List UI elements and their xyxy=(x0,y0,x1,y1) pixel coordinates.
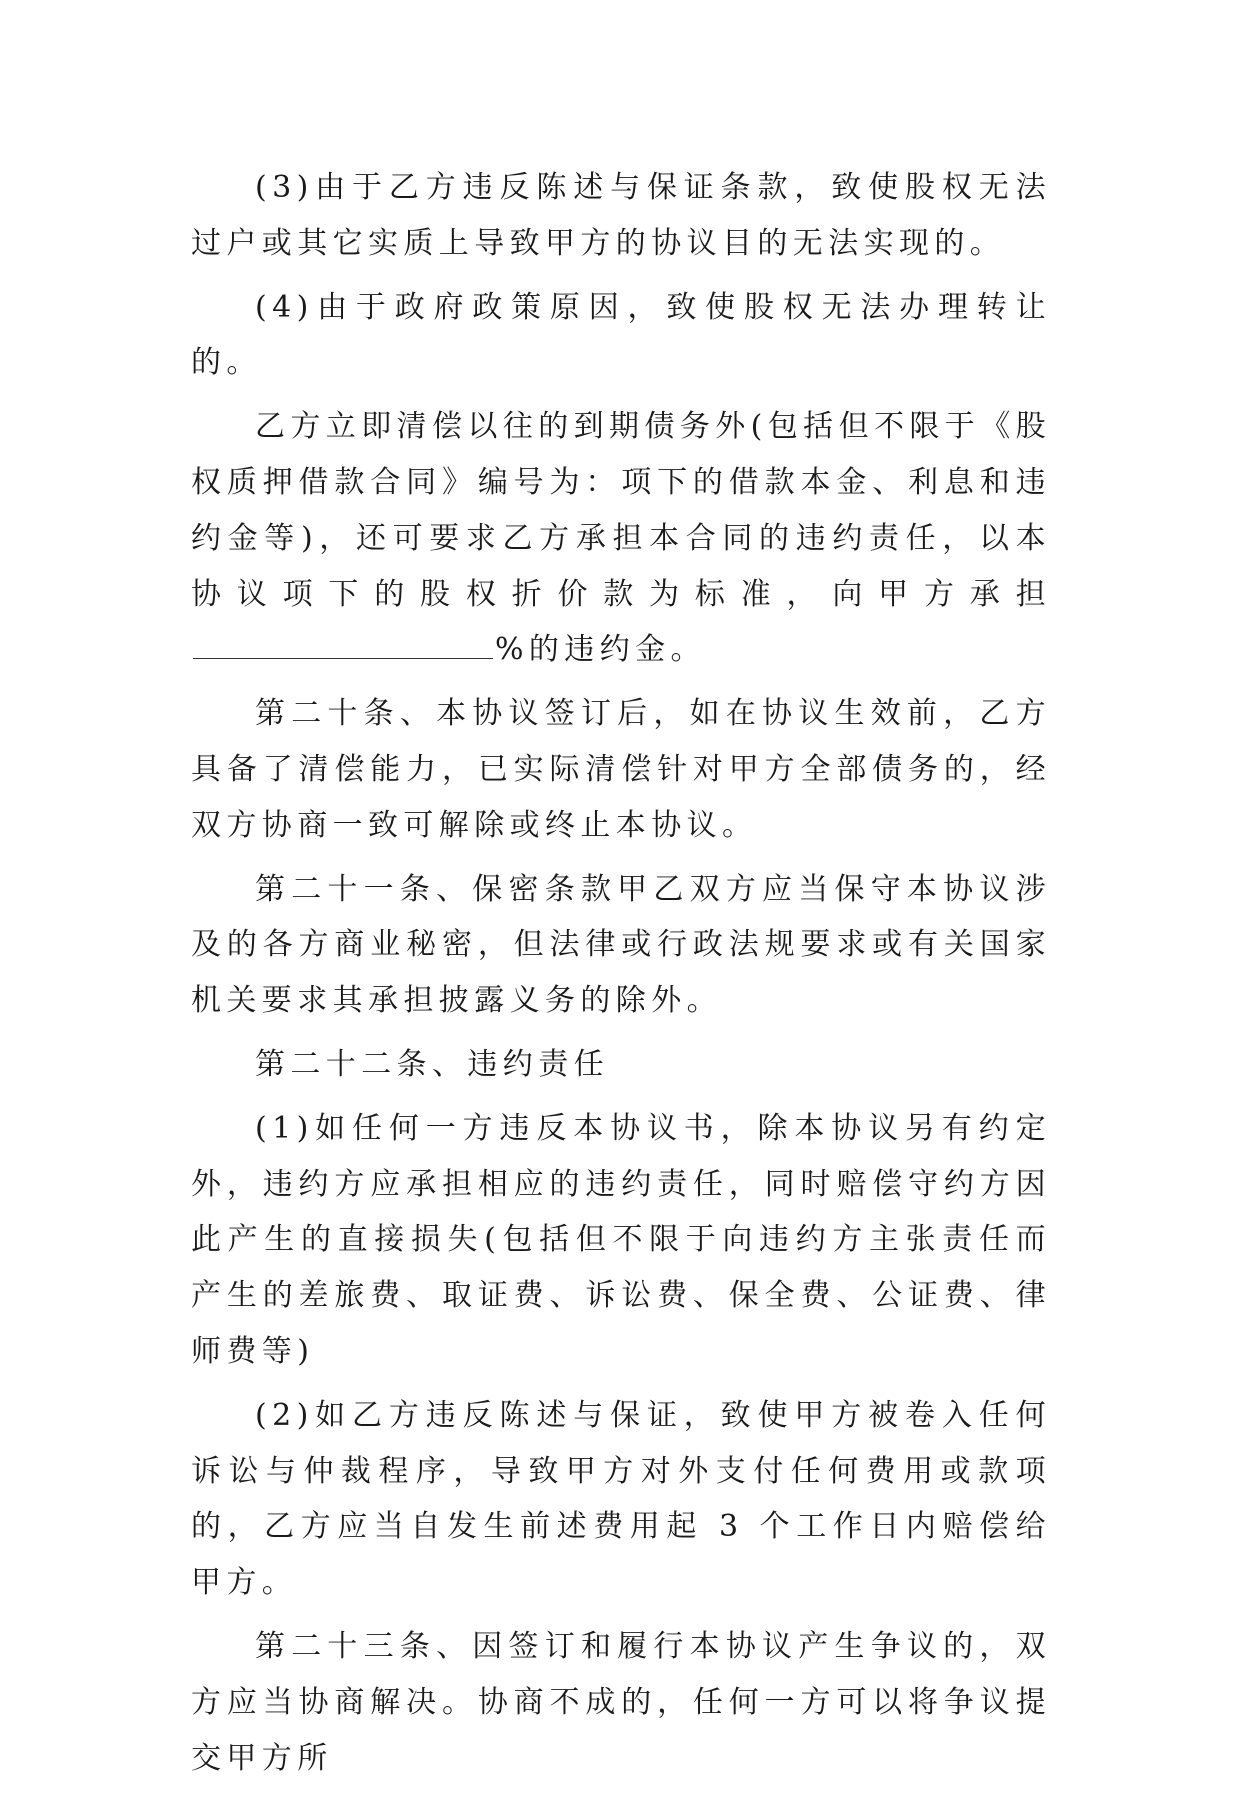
article-20: 第二十条、本协议签订后，如在协议生效前，乙方具备了清偿能力，已实际清偿针对甲方全部债务的，经双方协商一致可解除或终止本协议。 xyxy=(191,696,1051,843)
paragraph-clause-3: (3)由于乙方违反陈述与保证条款，致使股权无法过户或其它实质上导致甲方的协议目的无法实现的。 xyxy=(191,170,1051,261)
paragraph-debt-repayment-suffix: %的违约金。 xyxy=(495,632,706,668)
document-body xyxy=(191,160,1051,1794)
article-23: 第二十三条、因签订和履行本协议产生争议的，双方应当协商解决。协商不成的，任何一方可以将争议提交甲方所 xyxy=(191,1628,1051,1776)
article-22-heading: 第二十二条、违约责任 xyxy=(255,1046,609,1082)
paragraph-debt-repayment xyxy=(191,399,1051,678)
article-22-clause-2: (2)如乙方违反陈述与保证，致使甲方被卷入任何诉讼与仲裁程序，导致甲方对外支付任何费用或款项的，乙方应当自发生前述费用起 3 个工作日内赔偿给甲方。 xyxy=(191,1397,1051,1601)
article-22-clause-1: (1)如任何一方违反本协议书，除本协议另有约定外，违约方应承担相应的违约责任，同时赔偿守约方因此产生的直接损失(包括但不限于向违约方主张责任而产生的差旅费、取证费、诉讼费、保全费、公证费、律师费等) xyxy=(191,1110,1051,1369)
paragraph-clause-4: (4)由于政府政策原因，致使股权无法办理转让的。 xyxy=(191,289,1051,381)
penalty-percentage-blank xyxy=(193,634,493,659)
paragraph-debt-repayment-text: 乙方立即清偿以往的到期债务外(包括但不限于《股权质押借款合同》编号为：项下的借款本金、利息和违约金等)，还可要求乙方承担本合同的违约责任，以本协议项下的股权折价款为标准，向甲方承担 xyxy=(191,409,1051,612)
article-21: 第二十一条、保密条款甲乙双方应当保守本协议涉及的各方商业秘密，但法律或行政法规要求或有关国家机关要求其承担披露义务的除外。 xyxy=(191,871,1051,1019)
